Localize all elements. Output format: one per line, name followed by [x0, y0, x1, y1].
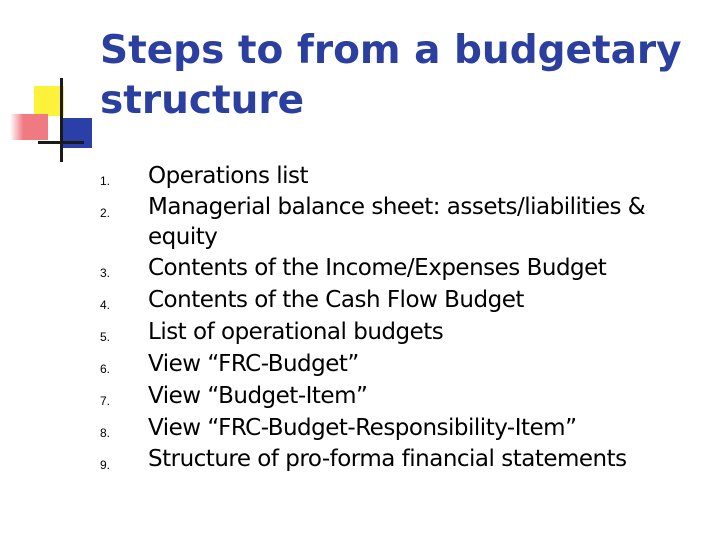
item-number: 1.: [100, 174, 111, 188]
steps-list: [0, 160, 720, 474]
item-text: Contents of the Cash Flow Budget: [148, 287, 524, 313]
item-text: Managerial balance sheet: assets/liabilities & equity: [148, 194, 646, 250]
list-item: [0, 348, 720, 380]
vertical-line-decoration: [60, 78, 63, 162]
list-item: [0, 444, 720, 474]
list-item: [0, 316, 720, 348]
red-square-decoration: [10, 114, 48, 140]
item-number: 5.: [100, 330, 111, 344]
list-item: [0, 380, 720, 412]
list-item: [0, 412, 720, 444]
list-item: [0, 284, 720, 316]
item-number: 8.: [100, 426, 111, 440]
item-text: Operations list: [148, 163, 309, 189]
item-text: List of operational budgets: [148, 319, 444, 345]
item-text: Contents of the Income/Expenses Budget: [148, 255, 607, 281]
horizontal-line-decoration: [38, 141, 84, 144]
item-number: 2.: [100, 206, 111, 220]
item-number: 9.: [100, 458, 111, 472]
item-text: View “Budget-Item”: [148, 383, 368, 409]
item-text: Structure of pro-forma financial statements: [148, 446, 627, 472]
item-number: 7.: [100, 394, 111, 408]
item-number: 3.: [100, 266, 111, 280]
item-text: View “FRC-Budget”: [148, 351, 359, 377]
slide-title: Steps to from a budgetary structure: [100, 28, 682, 123]
list-item: [0, 252, 720, 284]
item-text: View “FRC-Budget-Responsibility-Item”: [148, 415, 577, 441]
list-item: [0, 192, 720, 252]
item-number: 6.: [100, 362, 111, 376]
item-number: 4.: [100, 298, 111, 312]
list-item: [0, 160, 720, 192]
